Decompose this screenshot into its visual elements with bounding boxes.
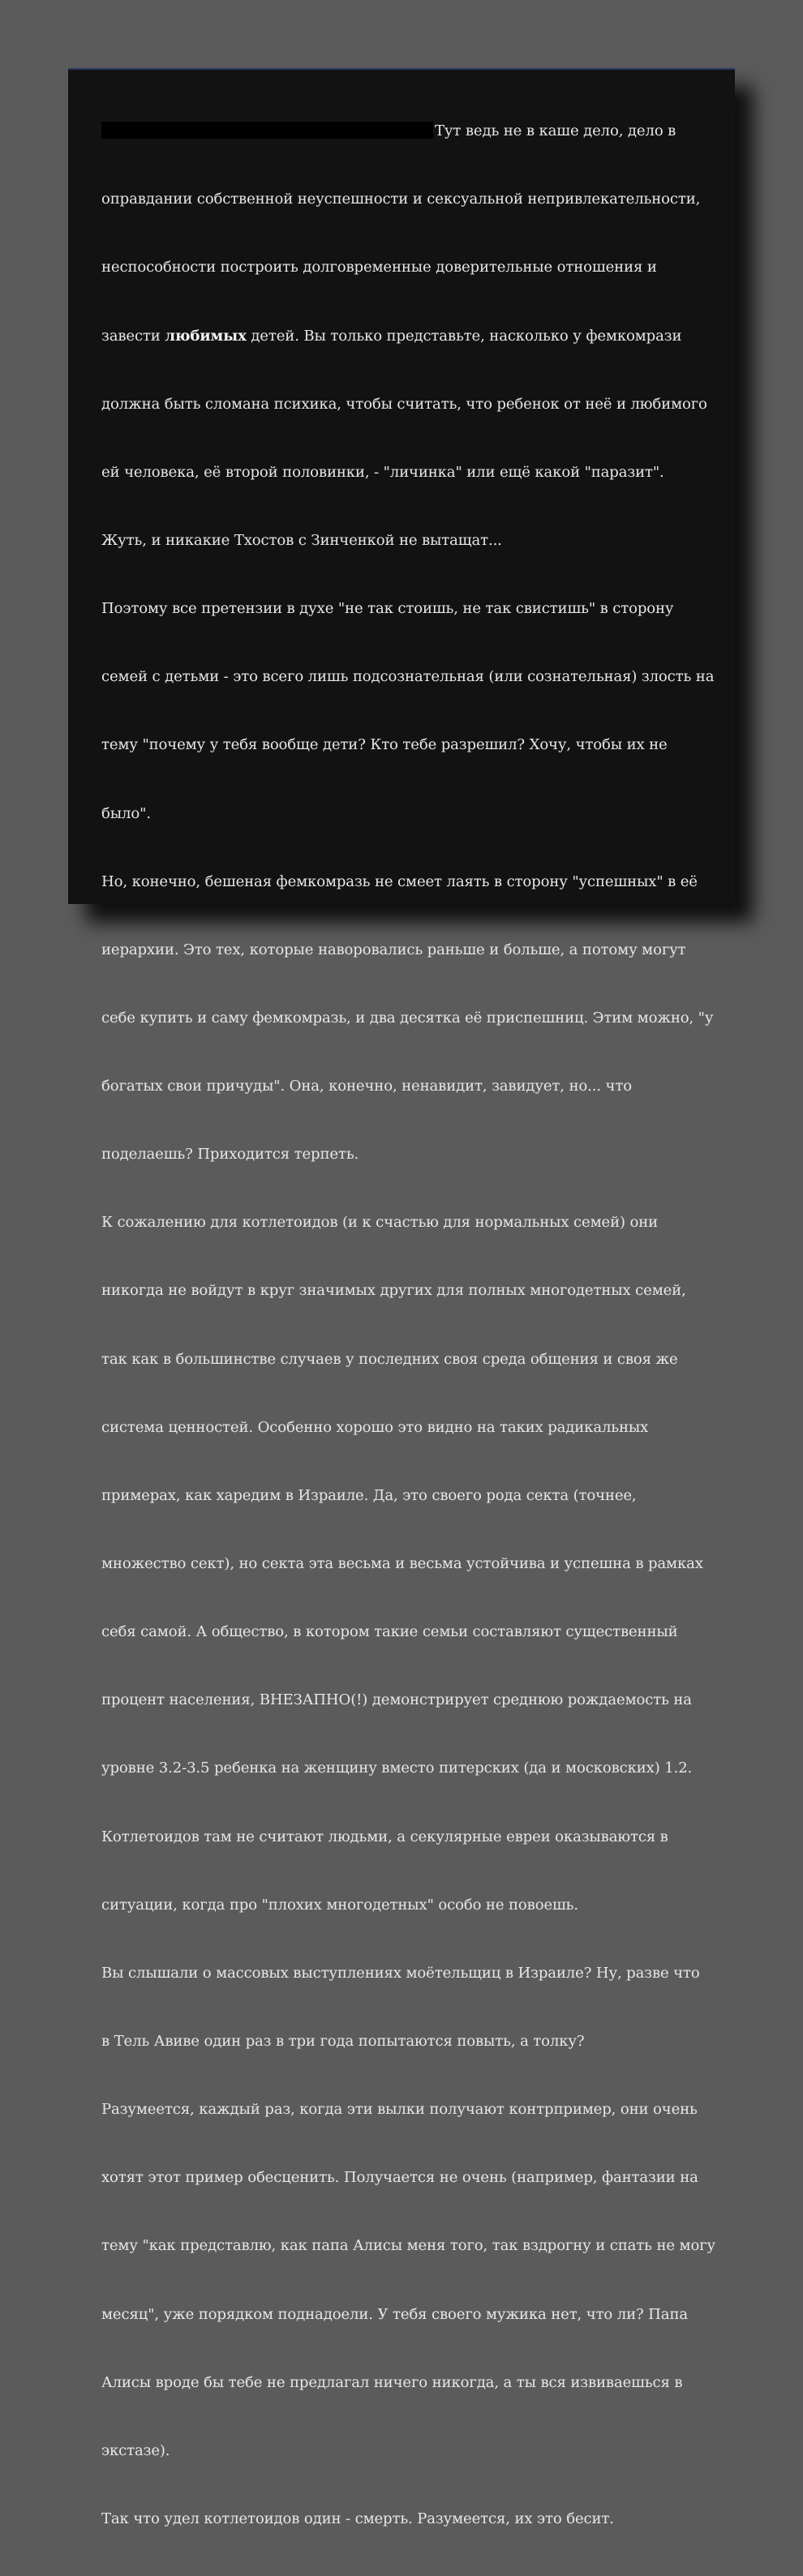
post-card (68, 68, 735, 2528)
redacted-block (101, 122, 433, 139)
text-line: Так что удел котлетоидов один - смерть. Разумеется, их это бесит. (101, 2510, 614, 2528)
text-line: ситуации, когда про "плохих многодетных" особо не повоешь. (101, 1896, 578, 1914)
text-line: Тут ведь не в каше дело, дело в (101, 120, 718, 143)
text-line: уровне 3.2-3.5 ребенка на женщину вместо питерских (да и московских) 1.2. (101, 1759, 693, 1777)
text-line: завести любимых детей. Вы только представьте, насколько у фемкомрази (101, 327, 682, 345)
text-line: хотят этот пример обесценить. Получается не очень (например, фантазии на (101, 2169, 698, 2187)
text-line: себе купить и саму фемкомразь, и два десятка её приспешниц. Этим можно, "у (101, 1009, 714, 1027)
text-line: поделаешь? Приходится терпеть. (101, 1146, 359, 1164)
text-line: множество сект), но секта эта весьма и весьма устойчива и успешна в рамках (101, 1555, 703, 1573)
text-line: неспособности построить долговременные доверительные отношения и (101, 259, 657, 276)
text-line: так как в большинстве случаев у последних своя среда общения и своя же (101, 1350, 678, 1368)
text-line: К сожалению для котлетоидов (и к счастью для нормальных семей) они (101, 1214, 659, 1232)
post-text (101, 75, 718, 2576)
text-line: процент населения, ВНЕЗАПНО(!) демонстрирует среднюю рождаемость на (101, 1691, 692, 1709)
text-line: в Тель Авиве один раз в три года попытаются повыть, а толку? (101, 2033, 585, 2051)
text-line: должна быть сломана психика, чтобы считать, что ребенок от неё и любимого (101, 395, 707, 413)
text-line: экстазе). (101, 2441, 170, 2459)
text-line: Жуть, и никакие Тхостов с Зинченкой не вытащат... (101, 531, 502, 549)
text-line: Вы слышали о массовых выступлениях моётельщиц в Израиле? Ну, разве что (101, 1964, 700, 1982)
text-line: месяц", уже порядком поднадоели. У тебя своего мужика нет, что ли? Папа (101, 2305, 688, 2323)
text-line: богатых свои причуды". Она, конечно, ненавидит, завидует, но... что (101, 1078, 632, 1095)
text-line: семей с детьми - это всего лишь подсознательная (или сознательная) злость на (101, 668, 715, 686)
text-line: система ценностей. Особенно хорошо это видно на таких радикальных (101, 1418, 649, 1436)
text-line: Котлетоидов там не считают людьми, а секулярные евреи оказываются в (101, 1828, 668, 1845)
text-line: Но, конечно, бешеная фемкомразь не смеет лаять в сторону "успешных" в её (101, 872, 698, 890)
text-line: Поэтому все претензии в духе "не так стоишь, не так свистишь" в сторону (101, 600, 674, 618)
text-line: иерархии. Это тех, которые наворовались раньше и больше, а потому могут (101, 941, 686, 958)
text-line: тему "как представлю, как папа Алисы меня того, так вздрогну и спать не могу (101, 2237, 716, 2255)
text-line: примерах, как харедим в Израиле. Да, это своего рода секта (точнее, (101, 1486, 637, 1504)
text-line: себя самой. А общество, в котором такие семьи составляют существенный (101, 1623, 678, 1641)
text-line: Алисы вроде бы тебе не предлагал ничего никогда, а ты вся извиваешься в (101, 2373, 683, 2391)
text-line: тему "почему у тебя вообще дети? Кто тебе разрешил? Хочу, чтобы их не (101, 736, 668, 754)
text-line: никогда не войдут в круг значимых других для полных многодетных семей, (101, 1282, 686, 1300)
text-line: оправдании собственной неуспешности и сексуальной непривлекательности, (101, 191, 701, 208)
text-line: было". (101, 804, 151, 822)
emphasis: любимых (165, 327, 247, 345)
text-line: ей человека, её второй половинки, - "личинка" или ещё какой "паразит". (101, 463, 664, 481)
text-line: Разумеется, каждый раз, когда эти вылки получают контрпример, они очень (101, 2101, 698, 2119)
